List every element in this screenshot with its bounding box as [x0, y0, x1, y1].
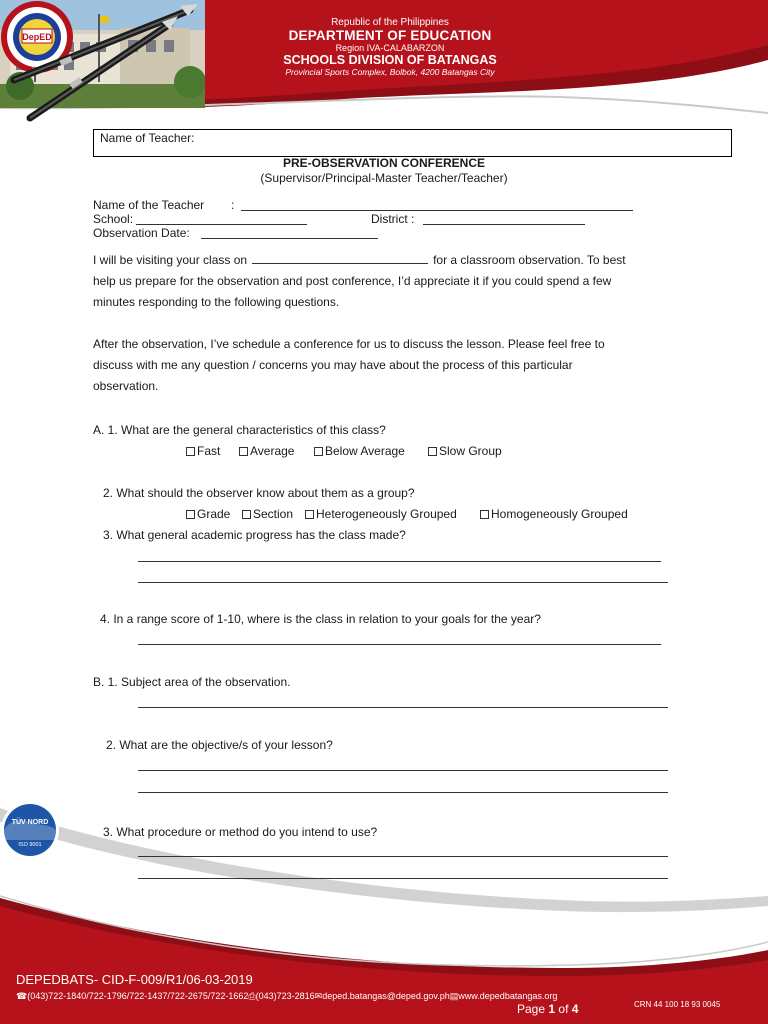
checkbox-icon[interactable] [186, 447, 195, 456]
form-code: DEPEDBATS- CID-F-009/R1/06-03-2019 [16, 972, 253, 987]
checkbox-icon[interactable] [186, 510, 195, 519]
intro-line2: help us prepare for the observation and post conference, I’d appreciate it if you could spend a few [93, 274, 612, 288]
teacher-box-label: Name of Teacher: [100, 131, 195, 145]
letterfoot [0, 800, 768, 1024]
question-b3: 3. What procedure or method do you intend to use? [103, 825, 378, 839]
name-colon: : [231, 198, 235, 212]
question-a3: 3. What general academic progress has the class made? [103, 528, 406, 542]
page-of: of [558, 1002, 569, 1016]
answer-line-a3-2[interactable] [138, 582, 668, 583]
option-grade[interactable] [186, 507, 230, 521]
option-below-average[interactable] [314, 444, 405, 458]
page-indicator [517, 1002, 578, 1016]
option-section[interactable] [242, 507, 293, 521]
checkbox-icon[interactable] [305, 510, 314, 519]
after-paragraph [93, 334, 673, 397]
answer-line-b1[interactable] [138, 707, 668, 708]
name-of-teacher-line[interactable] [241, 210, 633, 211]
contact-line [16, 991, 557, 1002]
name-of-teacher-label: Name of the Teacher [93, 198, 205, 212]
region-label: Region IVA-CALABARZON [335, 43, 445, 53]
checkbox-icon[interactable] [242, 510, 251, 519]
district-line[interactable] [423, 224, 585, 225]
phone-numbers: ☎(043)722-1840/722-1796/722-1437/722-2675/722-1662 [16, 991, 249, 1001]
observation-date-label: Observation Date: [93, 226, 190, 240]
intro-line3: minutes responding to the following questions. [93, 295, 340, 309]
question-b1: B. 1. Subject area of the observation. [93, 675, 291, 689]
teacher-name-box[interactable] [93, 129, 732, 157]
question-a4: 4. In a range score of 1-10, where is the class in relation to your goals for the year? [100, 612, 541, 626]
option-average[interactable] [239, 444, 294, 458]
district-label: District : [371, 212, 415, 226]
option-average-label: Average [250, 444, 295, 458]
tuv-name: TÜV NORD [11, 819, 49, 826]
checkbox-icon[interactable] [314, 447, 323, 456]
question-a1: A. 1. What are the general characteristics of this class? [93, 423, 386, 437]
school-line[interactable] [136, 224, 307, 225]
checkbox-icon[interactable] [480, 510, 489, 519]
answer-line-a4[interactable] [138, 644, 661, 645]
answer-line-b2-2[interactable] [138, 792, 668, 793]
crn-number: CRN 44 100 18 93 0045 [634, 1000, 721, 1009]
option-slow-group[interactable] [428, 444, 502, 458]
option-homogeneously-grouped[interactable] [480, 507, 628, 521]
option-heterogeneously-grouped[interactable] [305, 507, 457, 521]
answer-line-b2-1[interactable] [138, 770, 668, 771]
page-prefix: Page [517, 1002, 546, 1016]
question-b2: 2. What are the objective/s of your lesson? [106, 738, 333, 752]
division-name: SCHOOLS DIVISION OF BATANGAS [283, 53, 497, 67]
tuv-iso: ISO 9001 [18, 842, 42, 848]
option-slow-group-label: Slow Group [439, 444, 502, 458]
page-current: 1 [548, 1002, 556, 1016]
option-section-label: Section [253, 507, 294, 521]
letterhead [0, 0, 768, 130]
answer-line-b3-2[interactable] [138, 878, 668, 879]
option-fast[interactable] [186, 444, 220, 458]
intro-line1-start: I will be visiting your class on [93, 253, 248, 267]
visit-date-line[interactable] [252, 254, 428, 264]
agency-heading [270, 17, 510, 77]
option-below-average-label: Below Average [325, 444, 405, 458]
fax-number: ⎙(043)723-2816 [248, 991, 315, 1001]
crossed-pens-icon [0, 0, 200, 126]
option-grade-label: Grade [197, 507, 231, 521]
question-a2: 2. What should the observer know about them as a group? [103, 486, 415, 500]
division-address: Provincial Sports Complex, Bolbok, 4200 Batangas City [285, 67, 495, 77]
website-link[interactable]: ▤www.depedbatangas.org [449, 991, 558, 1001]
checkbox-icon[interactable] [428, 447, 437, 456]
after-line2: discuss with me any question / concerns you may have about the process of this particular [93, 358, 573, 372]
after-line1: After the observation, I’ve schedule a conference for us to discuss the lesson. Please feel free to [93, 337, 605, 351]
checkbox-icon[interactable] [239, 447, 248, 456]
seal-text: DepED [22, 32, 52, 42]
form-title: PRE-OBSERVATION CONFERENCE [282, 156, 486, 170]
page-total: 4 [571, 1002, 579, 1016]
option-heterogeneously-grouped-label: Heterogeneously Grouped [316, 507, 457, 521]
option-fast-label: Fast [197, 444, 221, 458]
email-address[interactable]: ✉deped.batangas@deped.gov.ph [314, 991, 450, 1001]
observation-date-line[interactable] [201, 238, 378, 239]
school-label: School: [93, 212, 134, 226]
department-name: DEPARTMENT OF EDUCATION [288, 28, 492, 43]
republic-label: Republic of the Philippines [331, 17, 449, 28]
answer-line-b3-1[interactable] [138, 856, 668, 857]
after-line3: observation. [93, 379, 159, 393]
form-subtitle: (Supervisor/Principal-Master Teacher/Teacher) [260, 171, 508, 185]
intro-paragraph [93, 250, 673, 313]
answer-line-a3-1[interactable] [138, 561, 661, 562]
intro-line1-end: for a classroom observation. To best [433, 253, 626, 267]
tuv-nord-iso-logo [0, 800, 60, 860]
option-homogeneously-grouped-label: Homogeneously Grouped [491, 507, 628, 521]
